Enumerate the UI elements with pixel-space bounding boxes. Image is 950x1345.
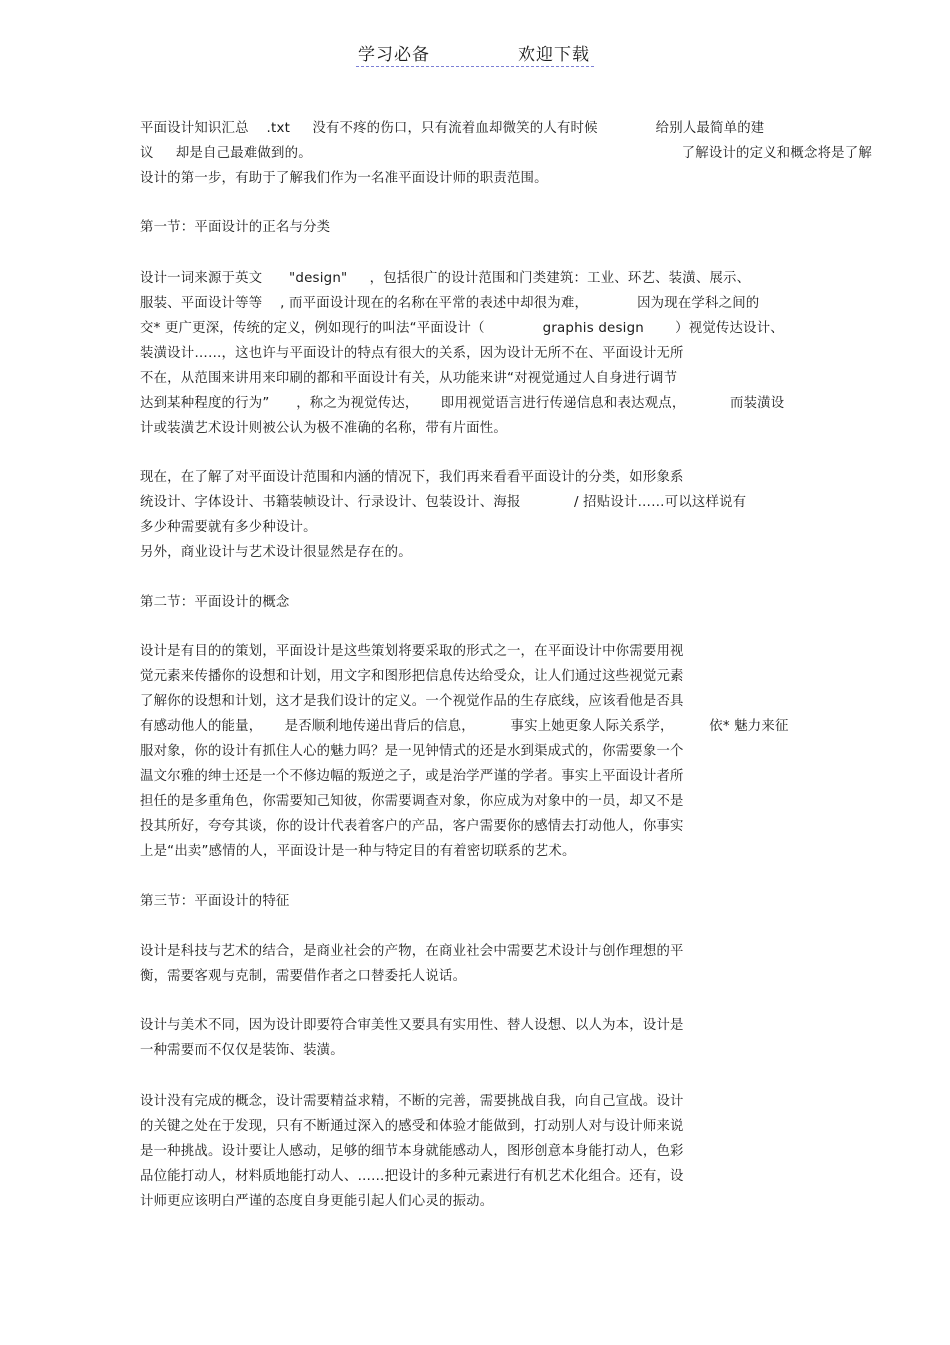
- text-line: 现在，在了解了对平面设计范围和内涵的情况下，我们再来看看平面设计的分类，如形象系: [140, 470, 684, 485]
- text-line: 温文尔雅的绅士还是一个不修边幅的叛逆之子，或是治学严谨的学者。事实上平面设计者所: [140, 769, 684, 784]
- text-line: 服对象，你的设计有抓住人心的魅力吗？是一见钟情式的还是水到渠成式的，你需要象一个: [140, 744, 684, 759]
- text-line: 觉元素来传播你的设想和计划，用文字和图形把信息传达给受众，让人们通过这些视觉元素: [140, 669, 684, 684]
- text-line: 计师更应该明白严谨的态度自身更能引起人们心灵的振动。: [140, 1194, 494, 1209]
- section-heading: 第三节：平面设计的特征: [140, 894, 290, 909]
- text-line: 担任的是多重角色，你需要知己知彼，你需要调查对象，你应成为对象中的一员，却又不是: [140, 794, 684, 809]
- header-left-text: 学习必备: [358, 45, 430, 65]
- text-line: 设计是有目的的策划，平面设计是这些策划将要采取的形式之一，在平面设计中你需要用视: [140, 644, 684, 659]
- text-line: 投其所好，夸夸其谈，你的设计代表着客户的产品，客户需要你的感情去打动他人，你事实: [140, 819, 684, 834]
- text-line: 的关键之处在于发现，只有不断通过深入的感受和体验才能做到，打动别人对与设计师来说: [140, 1119, 684, 1134]
- text-line: 衡，需要客观与克制，需要借作者之口替委托人说话。: [140, 969, 467, 984]
- text-line: 不在，从范围来讲用来印刷的都和平面设计有关，从功能来讲“对视觉通过人自身进行调节: [140, 371, 678, 386]
- text-line: 达到某种程度的行为” ，称之为视觉传达， 即用视觉语言进行传递信息和表达观点， 而装潢设: [140, 396, 785, 411]
- text-line: 平面设计知识汇总 .txt 没有不疼的伤口，只有流着血却微笑的人有时候 给别人最简单的建: [140, 121, 765, 136]
- text-line: 设计是科技与艺术的结合，是商业社会的产物，在商业社会中需要艺术设计与创作理想的平: [140, 944, 684, 959]
- text-line: 服装、平面设计等等 , 而平面设计现在的名称在平常的表述中却很为难， 因为现在学科之间的: [140, 296, 760, 311]
- section-heading: 第一节：平面设计的正名与分类: [140, 220, 331, 235]
- text-line: 交* 更广更深，传统的定义，例如现行的叫法“平面设计（ graphis design ）视觉传达设计、: [140, 321, 784, 336]
- text-line: 设计的第一步，有助于了解我们作为一名准平面设计师的职责范围。: [140, 171, 548, 186]
- text-line: 多少种需要就有多少种设计。: [140, 520, 317, 535]
- text-line: 统设计、字体设计、书籍装帧设计、行录设计、包装设计、海报 / 招贴设计……可以这样说有: [140, 495, 747, 510]
- text-line: 上是“出卖”感情的人，平面设计是一种与特定目的有着密切联系的艺术。: [140, 844, 576, 859]
- text-line: 是一种挑战。设计要让人感动，足够的细节本身就能感动人，图形创意本身能打动人，色彩: [140, 1144, 684, 1159]
- text-line: 另外，商业设计与艺术设计很显然是存在的。: [140, 545, 412, 560]
- text-line: 一种需要而不仅仅是装饰、装潢。: [140, 1043, 344, 1058]
- text-line: 设计一词来源于英文 "design" ，包括很广的设计范围和门类建筑：工业、环艺、装潢、展示、: [140, 271, 751, 286]
- text-line: 设计没有完成的概念，设计需要精益求精，不断的完善，需要挑战自我，向自己宣战。设计: [140, 1094, 684, 1109]
- text-line: 品位能打动人，材料质地能打动人、……把设计的多种元素进行有机艺术化组合。还有，设: [140, 1169, 684, 1184]
- text-line: 设计与美术不同，因为设计即要符合审美性又要具有实用性、替人设想、以人为本，设计是: [140, 1018, 684, 1033]
- text-line: 有感动他人的能量， 是否顺利地传递出背后的信息， 事实上她更象人际关系学， 依* 魅力来征: [140, 719, 789, 734]
- text-line: 装潢设计……，这也许与平面设计的特点有很大的关系，因为设计无所不在、平面设计无所: [140, 346, 684, 361]
- section-heading: 第二节：平面设计的概念: [140, 595, 290, 610]
- header-right-text: 欢迎下载: [518, 45, 590, 65]
- text-line: 了解你的设想和计划，这才是我们设计的定义。一个视觉作品的生存底线，应该看他是否具: [140, 694, 684, 709]
- text-line: 计或装潢艺术设计则被公认为极不准确的名称，带有片面性。: [140, 421, 507, 436]
- text-line: 议 却是自己最难做到的。 了解设计的定义和概念将是了解: [140, 146, 872, 161]
